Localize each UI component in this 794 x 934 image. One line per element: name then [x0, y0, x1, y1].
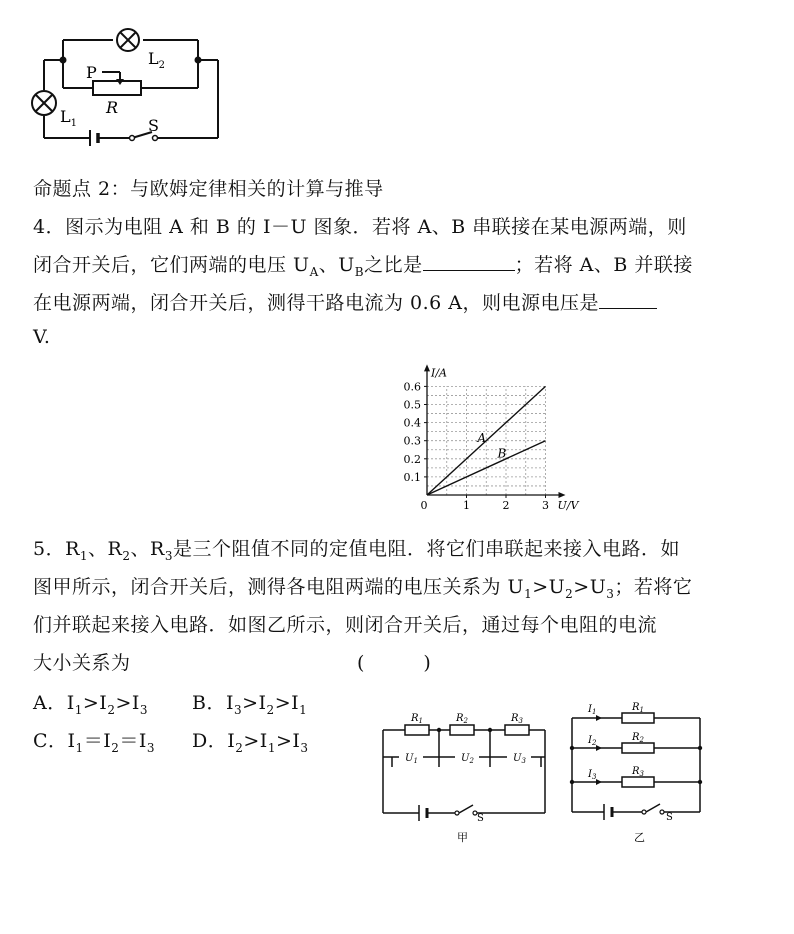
yi-switch-label: S [666, 812, 673, 823]
q5-line4: 大小关系为 [33, 652, 131, 674]
lamp1-label: $L_1$ [60, 107, 77, 129]
q5-line2: 图甲所示，闭合开关后，测得各电阻两端的电压关系为 $U_1>U_2>U_3$；若将它 [33, 576, 693, 601]
option-b[interactable]: B．$I_3>I_2>I_1$ [192, 692, 308, 717]
jia-u1-label: $U_1$ [405, 753, 418, 765]
answer-blank-ratio [423, 252, 515, 271]
jia-switch-label: S [477, 813, 484, 824]
jia-caption: 甲 [457, 831, 468, 844]
yi-r1-label: $R_1$ [632, 702, 644, 714]
y-tick-label: 0.2 [403, 452, 421, 466]
jia-r3-label: $R_3$ [511, 713, 523, 725]
x-tick-label: 3 [542, 499, 549, 512]
jia-u3-label: $U_3$ [513, 753, 526, 765]
origin-label: 0 [420, 499, 428, 512]
series-circuit-jia [375, 705, 560, 850]
yi-r3-label: $R_3$ [632, 766, 644, 778]
series-label-B: B [497, 446, 507, 461]
y-axis-label: I/A [431, 366, 447, 380]
slider-label: P [86, 63, 97, 82]
option-d[interactable]: D．$I_2>I_1>I_3$ [192, 730, 309, 755]
yi-i1-label: $I_1$ [588, 704, 597, 716]
x-axis-label: U/V [557, 499, 579, 512]
y-tick-label: 0.4 [403, 416, 421, 430]
y-tick-label: 0.5 [403, 398, 421, 412]
yi-i3-label: $I_3$ [588, 769, 597, 781]
switch-label: S [148, 116, 159, 135]
answer-blank-voltage [599, 290, 657, 309]
yi-r2-label: $R_2$ [632, 732, 644, 744]
y-tick-label: 0.3 [403, 434, 421, 448]
jia-r1-label: $R_1$ [411, 713, 423, 725]
q5-line3: 们并联起来接入电路．如图乙所示，则闭合开关后，通过每个电阻的电流 [33, 614, 658, 636]
jia-u2-label: $U_2$ [461, 753, 474, 765]
x-tick-label: 2 [502, 499, 510, 512]
iu-chart [395, 358, 595, 513]
y-axis-arrow [424, 364, 430, 371]
series-label-A: A [477, 431, 486, 446]
jia-r2-label: $R_2$ [456, 713, 468, 725]
y-tick-label: 0.6 [403, 380, 421, 394]
option-a[interactable]: A．$I_1>I_2>I_3$ [33, 692, 149, 717]
answer-parentheses: ( ) [357, 652, 432, 674]
lamp2-label: $L_2$ [148, 49, 165, 71]
yi-i2-label: $I_2$ [588, 735, 597, 747]
q4-line3: 在电源两端，闭合开关后，测得干路电流为 0.6 A，则电源电压是 [33, 288, 657, 315]
q4-line2: 闭合开关后，它们两端的电压 $U_A$、$U_B$之比是 ；若将 A、B 并联接 [33, 254, 693, 279]
parallel-circuit-yi [560, 700, 710, 850]
option-c[interactable]: C．$I_1=I_2=I_3$ [33, 730, 155, 755]
x-axis-arrow [559, 492, 566, 498]
yi-caption: 乙 [634, 831, 645, 844]
y-tick-label: 0.1 [403, 470, 421, 484]
resistor-label: R [106, 98, 119, 117]
q4-line1: 4．图示为电阻 A 和 B 的 I－U 图象．若将 A、B 串联接在某电源两端，则 [33, 216, 687, 238]
x-tick-label: 1 [463, 499, 470, 512]
q4-line4: V. [33, 326, 51, 348]
circuit-diagram-lamps [20, 20, 240, 150]
q5-line1: 5．$R_1$、$R_2$、$R_3$是三个阻值不同的定值电阻．将它们串联起来接入电路．如 [33, 538, 680, 563]
section-title: 命题点 2：与欧姆定律相关的计算与推导 [33, 178, 384, 200]
